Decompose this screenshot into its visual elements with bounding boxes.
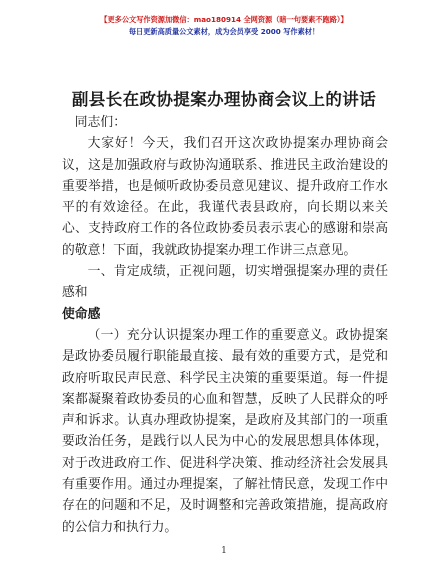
paragraph-opening: 大家好！今天，我们召开这次政协提案办理协商会议，这是加强政府与政协沟通联系、推进民主政治建设的重要举措，也是倾听政协委员意见建议、提升政府工作水平的有效途径。在此，我谨代表县政府，向长期以来关心、支持政府工作的各位政协委员表示衷心的感谢和崇高的敬意！下面，我就政协提案办理工作讲三点意见。: [62, 136, 388, 258]
section-heading-1: [62, 261, 388, 304]
page-number: 1: [221, 546, 227, 556]
section-heading-1-text: 一、肯定成绩，正视问题，切实增强提案办理的责任感和: [62, 264, 388, 301]
salutation: 同志们：: [74, 115, 126, 130]
section-heading-1-tail-text: 使命感: [62, 306, 101, 322]
promo-banner: [0, 14, 448, 38]
paragraph-subsection-1: （一）充分认识提案办理工作的重要意义。政协提案是政协委员履行职能最直接、最有效的重要方式，是党和政府听取民声民意、科学民主决策的重要渠道。每一件提案都凝聚着政协委员的心血和智慧，反映了人民群众的呼声和诉求。认真办理政协提案，是政府及其部门的一项重要政治任务，是践行以人民为中心的发展思想具体体现，对于改进政府工作、促进科学决策、推动经济社会发展具有重要作用。通过办理提案，了解社情民意，发现工作中存在的问题和不足，及时调整和完善政策措施，提高政府的公信力和执行力。: [62, 327, 388, 535]
section-heading-1-tail: [62, 304, 388, 325]
document-title: 副县长在政协提案办理协商会议上的讲话: [71, 90, 377, 109]
document-body: [62, 112, 388, 538]
promo-banner-line-2: 每日更新高质量公文素材，成为会员享受 2000 写作素材！: [128, 27, 320, 36]
promo-banner-line-1: 【更多公文写作资源加微信：mao180914 全网资源（暗一句要素不跑路）】: [100, 15, 348, 24]
